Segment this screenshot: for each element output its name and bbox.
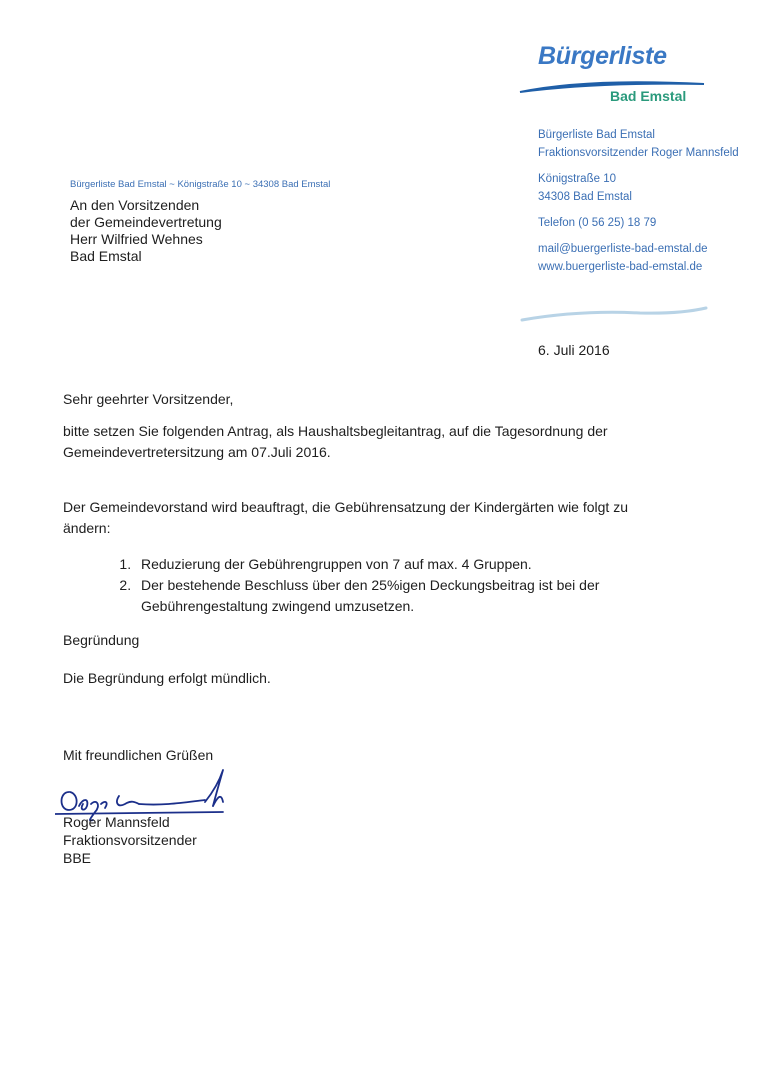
signature-name: Roger Mannsfeld: [63, 814, 170, 830]
sender-address-line: Bürgerliste Bad Emstal ~ Königstraße 10 ~ 34308 Bad Emstal: [70, 179, 331, 190]
org-role: Fraktionsvorsitzender Roger Mannsfeld: [538, 147, 739, 159]
email-link[interactable]: mail@buergerliste-bad-emstal.de: [538, 243, 708, 255]
salutation: Sehr geehrter Vorsitzender,: [63, 391, 234, 407]
signature-org: BBE: [63, 850, 92, 866]
recipient-line-3: Herr Wilfried Wehnes: [70, 231, 203, 247]
letterhead-contact: [538, 126, 739, 276]
signature-block: [63, 813, 197, 867]
decorative-wave: [520, 304, 710, 324]
recipient-address: [70, 197, 222, 265]
reason-heading: Begründung: [63, 632, 140, 648]
intro-paragraph: bitte setzen Sie folgenden Antrag, als Haushaltsbegleitantrag, auf die Tagesordnung der Gemeindevertretersitzung am 07.Juli 2016.: [63, 423, 608, 460]
reason-text: Die Begründung erfolgt mündlich.: [63, 670, 271, 686]
signature-title: Fraktionsvorsitzender: [63, 832, 197, 848]
org-name: Bürgerliste Bad Emstal: [538, 129, 655, 141]
motion-paragraph: Der Gemeindevorstand wird beauftragt, die Gebührensatzung der Kindergärten wie folgt zu ändern:: [63, 499, 628, 536]
phone: Telefon (0 56 25) 18 79: [538, 217, 657, 229]
logo-title: Bürgerliste: [538, 42, 667, 70]
list-item: 2. Der bestehende Beschluss über den 25%igen Deckungsbeitrag ist bei der Gebührengestaltung zwingend umzusetzen.: [135, 575, 653, 617]
recipient-line-4: Bad Emstal: [70, 248, 142, 264]
closing: Mit freundlichen Grüßen: [63, 747, 214, 763]
motion-items: [113, 554, 653, 617]
recipient-line-2: der Gemeindevertretung: [70, 214, 222, 230]
logo-subtitle: Bad Emstal: [610, 88, 687, 104]
website-link[interactable]: www.buergerliste-bad-emstal.de: [538, 261, 703, 273]
list-item: 1. Reduzierung der Gebührengruppen von 7 auf max. 4 Gruppen.: [135, 554, 653, 575]
letter-date: 6. Juli 2016: [538, 342, 610, 358]
street: Königstraße 10: [538, 173, 616, 185]
recipient-line-1: An den Vorsitzenden: [70, 197, 200, 213]
city: 34308 Bad Emstal: [538, 191, 632, 203]
